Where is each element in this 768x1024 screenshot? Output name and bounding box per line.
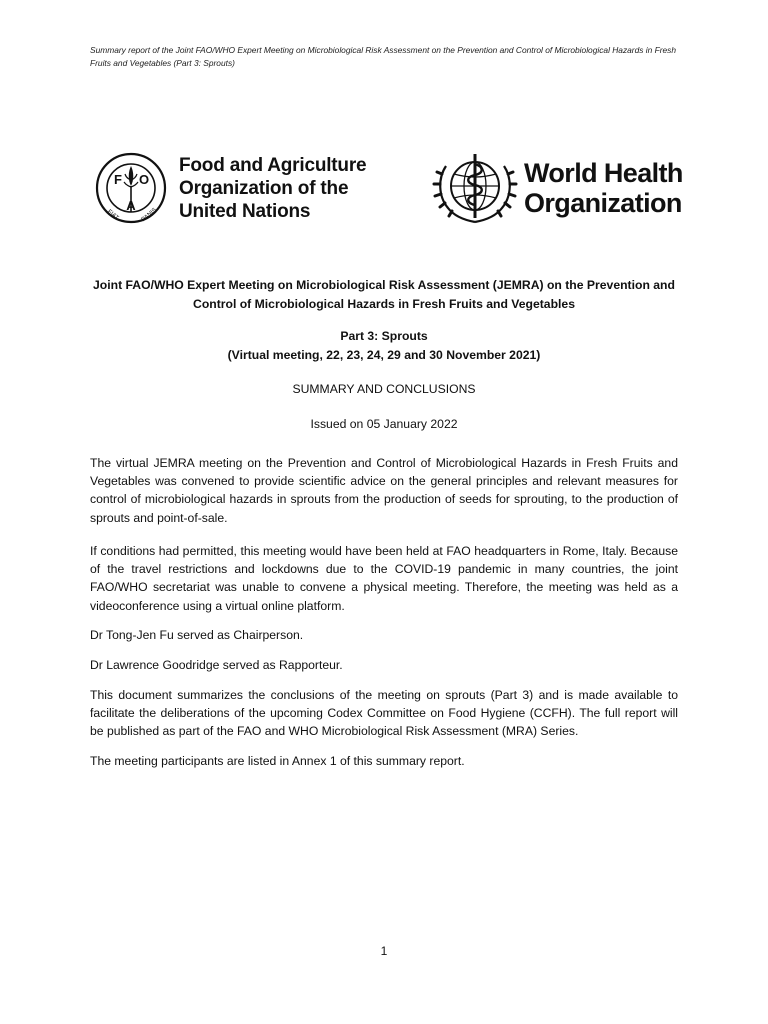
page-number: 1 — [380, 944, 388, 958]
fao-name-line: Organization of the — [179, 178, 349, 199]
fao-emblem-icon — [95, 152, 167, 224]
paragraph: This document summarizes the conclusions of the meeting on sprouts (Part 3) and is made available to facilitate the deliberations of the upcoming Codex Committee on Food Hygiene (CCFH). The full report will be published as part of the FAO and WHO Microbiological Risk Assessment (MRA) Series. — [90, 688, 678, 739]
who-logo — [432, 148, 692, 228]
part-subtitle: Part 3: Sprouts — [340, 329, 428, 343]
fao-name-line: United Nations — [179, 201, 311, 222]
who-emblem-icon — [432, 148, 518, 228]
who-name-line: World Health — [524, 158, 683, 188]
who-name — [524, 158, 683, 218]
fao-name-line: Food and Agriculture — [179, 155, 367, 176]
fao-letter-o: O — [138, 172, 150, 187]
fao-logo — [95, 148, 375, 228]
paragraph: The virtual JEMRA meeting on the Prevention and Control of Microbiological Hazards in Fresh Fruits and Vegetables was convened to provide scientific advice on the general principles and relevant measures for control of microbiological hazards in sprouts from the production of seeds for sprouting, to the production of sprouts and point-of-sale. — [90, 456, 678, 525]
logo-bar — [0, 148, 768, 228]
paragraph: Dr Tong-Jen Fu served as Chairperson. — [90, 628, 304, 642]
issue-date: Issued on 05 January 2022 — [310, 416, 458, 431]
running-header: Summary report of the Joint FAO/WHO Expert Meeting on Microbiological Risk Assessment on the Prevention and Control of Microbiological Hazards in Fresh Fruits and Vegetables (Part 3: Sprouts) — [90, 45, 677, 68]
title-line-2: Control of Microbiological Hazards in Fresh Fruits and Vegetables — [193, 296, 575, 311]
fao-motto-left: FIAT — [105, 208, 120, 222]
fao-motto-right: PANIS — [140, 207, 159, 224]
fao-letter-a: A — [126, 198, 136, 213]
meeting-dates: (Virtual meeting, 22, 23, 24, 29 and 30 November 2021) — [227, 347, 541, 362]
paragraph: The meeting participants are listed in Annex 1 of this summary report. — [90, 754, 465, 768]
document-title-block — [90, 276, 678, 433]
paragraph: Dr Lawrence Goodridge served as Rapporteur. — [90, 658, 343, 672]
fao-letter-f: F — [114, 172, 122, 187]
section-heading: SUMMARY AND CONCLUSIONS — [292, 382, 476, 396]
paragraph: If conditions had permitted, this meeting would have been held at FAO headquarters in Rome, Italy. Because of the travel restrictions and lockdowns due to the COVID-19 pandemic in many countries, the joint FAO/WHO secretariat was unable to convene a physical meeting. Therefore, the meeting was held as a videoconference using a virtual online platform. — [90, 544, 678, 613]
title-line-1: Joint FAO/WHO Expert Meeting on Microbiological Risk Assessment (JEMRA) on the Prevention and — [93, 278, 675, 292]
who-name-line: Organization — [524, 188, 682, 218]
fao-name — [179, 154, 366, 223]
